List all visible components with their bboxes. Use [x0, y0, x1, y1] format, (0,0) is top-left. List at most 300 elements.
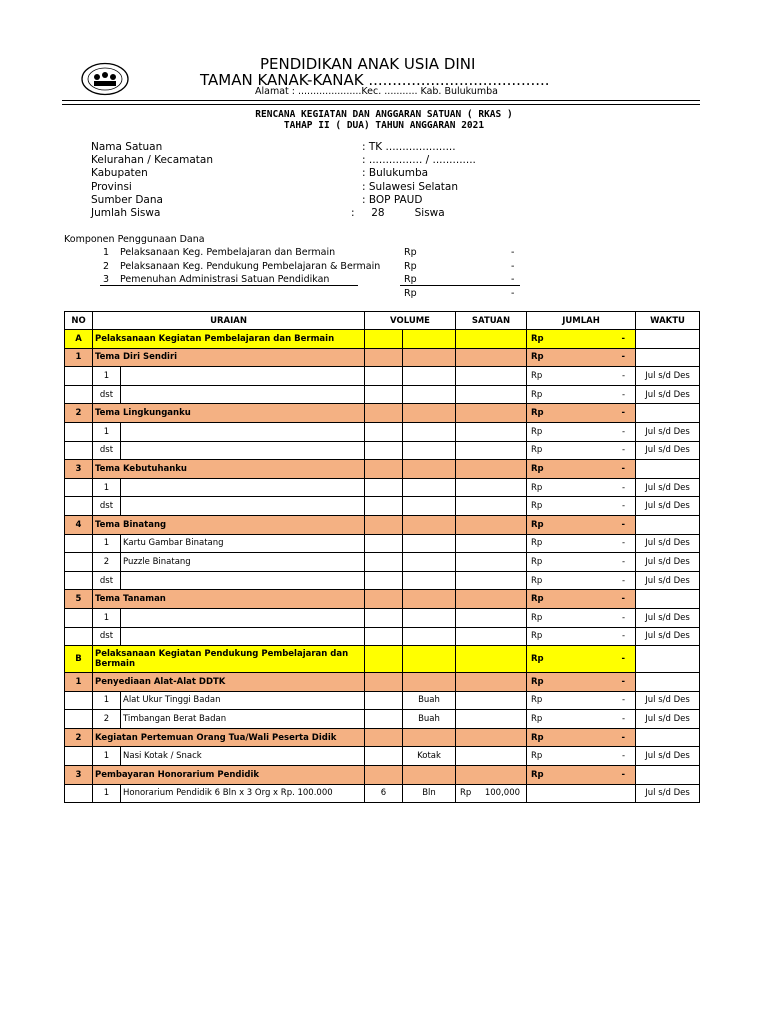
amount-value: - — [621, 538, 626, 549]
row-sub-no: dst — [93, 497, 121, 516]
row-uraian: Pelaksanaan Kegiatan Pembelajaran dan Bermain — [93, 330, 365, 349]
jumlah-cell — [527, 385, 636, 404]
amount-value: - — [621, 594, 626, 605]
school-logo-icon — [80, 62, 130, 96]
row-sub-no: 1 — [93, 608, 121, 627]
table-row — [65, 497, 700, 516]
amount-value: - — [621, 676, 626, 687]
row-uraian: Pelaksanaan Kegiatan Pendukung Pembelajaran dan Bermain — [93, 646, 365, 673]
volume-cell — [365, 673, 403, 692]
jumlah-cell — [527, 728, 636, 747]
row-sub-no: 1 — [93, 784, 121, 803]
satuan-cell — [456, 766, 527, 785]
waktu-cell: Jul s/d Des — [636, 784, 700, 803]
waktu-cell — [636, 460, 700, 479]
row-uraian — [121, 478, 365, 497]
satuan-cell — [456, 627, 527, 646]
table-row — [65, 515, 700, 534]
volume-cell — [365, 590, 403, 609]
row-no — [65, 571, 93, 590]
row-uraian: Timbangan Berat Badan — [121, 710, 365, 729]
amount-value: - — [621, 732, 626, 743]
volume-cell — [365, 646, 403, 673]
table-row — [65, 590, 700, 609]
volume-cell — [403, 646, 456, 673]
waktu-cell — [636, 673, 700, 692]
amount-value: 100,000 — [484, 788, 521, 799]
volume-cell — [365, 728, 403, 747]
row-sub-no: 1 — [93, 691, 121, 710]
row-uraian — [121, 441, 365, 460]
waktu-cell — [636, 515, 700, 534]
komponen-total-value: - — [511, 288, 515, 299]
row-no — [65, 422, 93, 441]
waktu-cell — [636, 646, 700, 673]
table-row — [65, 627, 700, 646]
row-no — [65, 608, 93, 627]
amount-value: - — [621, 654, 626, 665]
col-header-waktu: WAKTU — [636, 312, 700, 330]
currency-label: Rp — [531, 769, 544, 780]
unit-price-cell — [456, 784, 527, 803]
table-row — [65, 404, 700, 423]
volume-cell — [365, 766, 403, 785]
row-sub-no: 1 — [93, 367, 121, 386]
waktu-cell: Jul s/d Des — [636, 385, 700, 404]
volume-cell — [365, 608, 403, 627]
info-value: : Bulukumba — [362, 167, 429, 179]
row-no — [65, 691, 93, 710]
table-row — [65, 766, 700, 785]
satuan-cell — [403, 571, 456, 590]
waktu-cell: Jul s/d Des — [636, 691, 700, 710]
volume-cell — [365, 330, 403, 349]
waktu-cell: Jul s/d Des — [636, 367, 700, 386]
currency-label: Rp — [531, 352, 544, 363]
volume-cell — [365, 747, 403, 766]
waktu-cell: Jul s/d Des — [636, 608, 700, 627]
jumlah-cell — [527, 747, 636, 766]
waktu-cell: Jul s/d Des — [636, 441, 700, 460]
amount-value: - — [621, 575, 626, 586]
currency-label: Rp — [531, 519, 544, 530]
amount-value: - — [621, 501, 626, 512]
row-uraian: Puzzle Binatang — [121, 553, 365, 572]
satuan-cell — [456, 608, 527, 627]
volume-cell — [365, 441, 403, 460]
table-row — [65, 441, 700, 460]
volume-cell — [365, 553, 403, 572]
volume-cell — [403, 404, 456, 423]
row-no — [65, 478, 93, 497]
satuan-cell — [456, 590, 527, 609]
satuan-cell — [456, 646, 527, 673]
komponen-total-rp: Rp — [404, 288, 417, 299]
header-line1: PENDIDIKAN ANAK USIA DINI — [260, 55, 476, 73]
table-row — [65, 691, 700, 710]
satuan-cell — [456, 534, 527, 553]
volume-cell — [365, 478, 403, 497]
jumlah-cell — [527, 691, 636, 710]
table-row — [65, 422, 700, 441]
volume-cell — [365, 710, 403, 729]
jumlah-cell — [527, 460, 636, 479]
jumlah-cell — [527, 553, 636, 572]
jumlah-cell — [527, 348, 636, 367]
row-no — [65, 497, 93, 516]
row-uraian: Penyediaan Alat-Alat DDTK — [93, 673, 365, 692]
satuan-cell — [403, 422, 456, 441]
table-row — [65, 710, 700, 729]
jumlah-cell — [527, 441, 636, 460]
jumlah-cell — [527, 497, 636, 516]
table-row — [65, 534, 700, 553]
row-sub-no: dst — [93, 571, 121, 590]
currency-label: Rp — [531, 463, 544, 474]
currency-label: Rp — [460, 788, 472, 799]
row-sub-no: dst — [93, 627, 121, 646]
volume-cell — [365, 385, 403, 404]
satuan-cell: Buah — [403, 710, 456, 729]
row-no: 2 — [65, 404, 93, 423]
satuan-cell — [403, 627, 456, 646]
amount-value: - — [621, 463, 626, 474]
table-row — [65, 348, 700, 367]
volume-cell: 6 — [365, 784, 403, 803]
currency-label: Rp — [531, 751, 543, 762]
satuan-cell — [456, 497, 527, 516]
satuan-cell — [456, 441, 527, 460]
row-no: 1 — [65, 673, 93, 692]
waktu-cell: Jul s/d Des — [636, 747, 700, 766]
satuan-cell — [456, 348, 527, 367]
row-uraian: Tema Kebutuhanku — [93, 460, 365, 479]
jumlah-cell — [527, 784, 636, 803]
row-no — [65, 747, 93, 766]
currency-label: Rp — [531, 333, 544, 344]
currency-label: Rp — [531, 676, 544, 687]
amount-value: - — [621, 769, 626, 780]
komponen-label: Pelaksanaan Keg. Pembelajaran dan Bermain — [120, 247, 336, 258]
info-value: : BOP PAUD — [362, 194, 423, 206]
table-row — [65, 330, 700, 349]
table-row — [65, 460, 700, 479]
currency-label: Rp — [531, 389, 543, 400]
row-uraian — [121, 608, 365, 627]
waktu-cell: Jul s/d Des — [636, 627, 700, 646]
satuan-cell — [403, 553, 456, 572]
table-row — [65, 367, 700, 386]
waktu-cell — [636, 348, 700, 367]
jumlah-cell — [527, 590, 636, 609]
volume-cell — [365, 422, 403, 441]
waktu-cell: Jul s/d Des — [636, 553, 700, 572]
row-uraian: Honorarium Pendidik 6 Bln x 3 Org x Rp. 100.000 — [121, 784, 365, 803]
jumlah-cell — [527, 534, 636, 553]
doc-title-line2: TAHAP II ( DUA) TAHUN ANGGARAN 2021 — [283, 120, 485, 131]
komponen-rp: Rp — [404, 274, 417, 285]
satuan-cell — [456, 710, 527, 729]
table-row — [65, 385, 700, 404]
volume-cell — [365, 627, 403, 646]
row-uraian: Alat Ukur Tinggi Badan — [121, 691, 365, 710]
row-no — [65, 441, 93, 460]
info-label: Sumber Dana — [91, 194, 163, 206]
jumlah-cell — [527, 710, 636, 729]
satuan-cell — [456, 571, 527, 590]
satuan-cell — [456, 673, 527, 692]
waktu-cell — [636, 330, 700, 349]
satuan-cell — [403, 478, 456, 497]
komponen-total-line — [400, 285, 520, 286]
jumlah-cell — [527, 404, 636, 423]
table-row — [65, 747, 700, 766]
komponen-value: - — [511, 261, 515, 272]
currency-label: Rp — [531, 575, 543, 586]
waktu-cell: Jul s/d Des — [636, 422, 700, 441]
row-sub-no: 2 — [93, 710, 121, 729]
komponen-no: 3 — [103, 274, 110, 285]
amount-value: - — [621, 370, 626, 381]
currency-label: Rp — [531, 612, 543, 623]
rkas-table — [64, 311, 700, 803]
amount-value: - — [621, 426, 626, 437]
col-header-uraian: URAIAN — [93, 312, 365, 330]
table-row — [65, 571, 700, 590]
volume-cell — [365, 691, 403, 710]
waktu-cell — [636, 728, 700, 747]
row-uraian — [121, 367, 365, 386]
satuan-cell — [456, 385, 527, 404]
row-no: 4 — [65, 515, 93, 534]
satuan-cell — [403, 534, 456, 553]
satuan-cell — [403, 441, 456, 460]
amount-value: - — [621, 714, 626, 725]
amount-value: - — [621, 333, 626, 344]
waktu-cell: Jul s/d Des — [636, 534, 700, 553]
currency-label: Rp — [531, 594, 544, 605]
satuan-cell: Kotak — [403, 747, 456, 766]
row-no: 3 — [65, 460, 93, 479]
amount-value: - — [621, 612, 626, 623]
waktu-cell: Jul s/d Des — [636, 478, 700, 497]
volume-cell — [403, 460, 456, 479]
volume-cell — [365, 497, 403, 516]
volume-cell — [365, 515, 403, 534]
info-value: : Sulawesi Selatan — [362, 181, 459, 193]
jumlah-cell — [527, 608, 636, 627]
row-no: A — [65, 330, 93, 349]
currency-label: Rp — [531, 714, 543, 725]
volume-cell — [403, 590, 456, 609]
satuan-cell — [456, 553, 527, 572]
row-sub-no: 1 — [93, 534, 121, 553]
row-uraian — [121, 497, 365, 516]
amount-value: - — [621, 751, 626, 762]
row-sub-no: dst — [93, 385, 121, 404]
row-no: 3 — [65, 766, 93, 785]
row-no: B — [65, 646, 93, 673]
satuan-cell — [456, 691, 527, 710]
row-uraian — [121, 627, 365, 646]
info-value: : TK ..................... — [362, 141, 456, 153]
komponen-rp: Rp — [404, 261, 417, 272]
row-uraian — [121, 385, 365, 404]
table-row — [65, 673, 700, 692]
currency-label: Rp — [531, 445, 543, 456]
jumlah-cell — [527, 330, 636, 349]
amount-value: - — [621, 482, 626, 493]
row-uraian: Tema Diri Sendiri — [93, 348, 365, 367]
col-header-volume: VOLUME — [365, 312, 456, 330]
doc-title-line1: RENCANA KEGIATAN DAN ANGGARAN SATUAN ( RKAS ) — [255, 109, 513, 120]
currency-label: Rp — [531, 654, 544, 665]
komponen-value: - — [511, 274, 515, 285]
volume-cell — [365, 534, 403, 553]
row-no — [65, 784, 93, 803]
volume-cell — [365, 404, 403, 423]
satuan-cell — [456, 515, 527, 534]
row-sub-no: dst — [93, 441, 121, 460]
volume-cell — [403, 728, 456, 747]
info-label: Kabupaten — [91, 167, 148, 179]
info-value: : 28 Siswa — [351, 207, 445, 219]
table-header-row — [65, 312, 700, 330]
jumlah-cell — [527, 627, 636, 646]
komponen-value: - — [511, 247, 515, 258]
header-line2: TAMAN KANAK-KANAK ...................................... — [200, 71, 550, 89]
volume-cell — [403, 348, 456, 367]
komponen-title: Komponen Penggunaan Dana — [64, 234, 205, 245]
row-uraian — [121, 422, 365, 441]
waktu-cell — [636, 404, 700, 423]
waktu-cell: Jul s/d Des — [636, 497, 700, 516]
satuan-cell — [456, 728, 527, 747]
volume-cell — [365, 367, 403, 386]
currency-label: Rp — [531, 631, 543, 642]
row-no: 1 — [65, 348, 93, 367]
table-row — [65, 784, 700, 803]
header-separator — [62, 100, 700, 105]
info-label: Jumlah Siswa — [91, 207, 161, 219]
row-uraian: Kegiatan Pertemuan Orang Tua/Wali Peserta Didik — [93, 728, 365, 747]
jumlah-cell — [527, 571, 636, 590]
col-header-jumlah: JUMLAH — [527, 312, 636, 330]
row-no — [65, 627, 93, 646]
currency-label: Rp — [531, 370, 543, 381]
info-label: Nama Satuan — [91, 141, 163, 153]
amount-value: - — [621, 445, 626, 456]
satuan-cell — [403, 367, 456, 386]
table-row — [65, 646, 700, 673]
volume-cell — [403, 766, 456, 785]
volume-cell — [365, 348, 403, 367]
komponen-label: Pelaksanaan Keg. Pendukung Pembelajaran & Bermain — [120, 261, 381, 272]
volume-cell — [403, 673, 456, 692]
amount-value: - — [621, 695, 626, 706]
waktu-cell: Jul s/d Des — [636, 710, 700, 729]
volume-cell — [365, 460, 403, 479]
col-header-no: NO — [65, 312, 93, 330]
waktu-cell — [636, 590, 700, 609]
jumlah-cell — [527, 478, 636, 497]
jumlah-cell — [527, 367, 636, 386]
row-sub-no: 1 — [93, 747, 121, 766]
amount-value: - — [621, 631, 626, 642]
currency-label: Rp — [531, 501, 543, 512]
komponen-no: 1 — [103, 247, 110, 258]
satuan-cell — [403, 385, 456, 404]
row-uraian: Tema Lingkunganku — [93, 404, 365, 423]
volume-cell — [365, 571, 403, 590]
jumlah-cell — [527, 673, 636, 692]
amount-value: - — [621, 519, 626, 530]
satuan-cell — [456, 478, 527, 497]
jumlah-cell — [527, 766, 636, 785]
row-uraian: Tema Binatang — [93, 515, 365, 534]
satuan-cell — [456, 330, 527, 349]
row-no — [65, 534, 93, 553]
row-sub-no: 1 — [93, 478, 121, 497]
row-no: 2 — [65, 728, 93, 747]
satuan-cell: Buah — [403, 691, 456, 710]
amount-value: - — [621, 352, 626, 363]
table-row — [65, 728, 700, 747]
currency-label: Rp — [531, 408, 544, 419]
volume-cell — [403, 330, 456, 349]
row-uraian: Pembayaran Honorarium Pendidik — [93, 766, 365, 785]
row-no — [65, 385, 93, 404]
info-label: Kelurahan / Kecamatan — [91, 154, 214, 166]
satuan-cell — [403, 497, 456, 516]
row-no: 5 — [65, 590, 93, 609]
amount-value: - — [621, 556, 626, 567]
komponen-no: 2 — [103, 261, 110, 272]
row-sub-no: 1 — [93, 422, 121, 441]
row-sub-no: 2 — [93, 553, 121, 572]
satuan-cell — [456, 404, 527, 423]
row-no — [65, 367, 93, 386]
currency-label: Rp — [531, 538, 543, 549]
komponen-rp: Rp — [404, 247, 417, 258]
komponen-underline — [100, 285, 358, 286]
row-no — [65, 553, 93, 572]
waktu-cell: Jul s/d Des — [636, 571, 700, 590]
table-row — [65, 553, 700, 572]
satuan-cell — [456, 367, 527, 386]
jumlah-cell — [527, 646, 636, 673]
currency-label: Rp — [531, 556, 543, 567]
currency-label: Rp — [531, 482, 543, 493]
waktu-cell — [636, 766, 700, 785]
row-uraian: Kartu Gambar Binatang — [121, 534, 365, 553]
jumlah-cell — [527, 515, 636, 534]
table-row — [65, 608, 700, 627]
table-row — [65, 478, 700, 497]
satuan-cell — [456, 422, 527, 441]
info-value: : ................ / ............. — [362, 154, 476, 166]
satuan-cell — [403, 608, 456, 627]
satuan-cell: Bln — [403, 784, 456, 803]
row-uraian — [121, 571, 365, 590]
komponen-label: Pemenuhan Administrasi Satuan Pendidikan — [120, 274, 330, 285]
satuan-cell — [456, 747, 527, 766]
jumlah-cell — [527, 422, 636, 441]
satuan-cell — [456, 460, 527, 479]
header-address: Alamat : .....................Kec. ........... Kab. Bulukumba — [255, 86, 499, 97]
info-label: Provinsi — [91, 181, 132, 193]
row-no — [65, 710, 93, 729]
